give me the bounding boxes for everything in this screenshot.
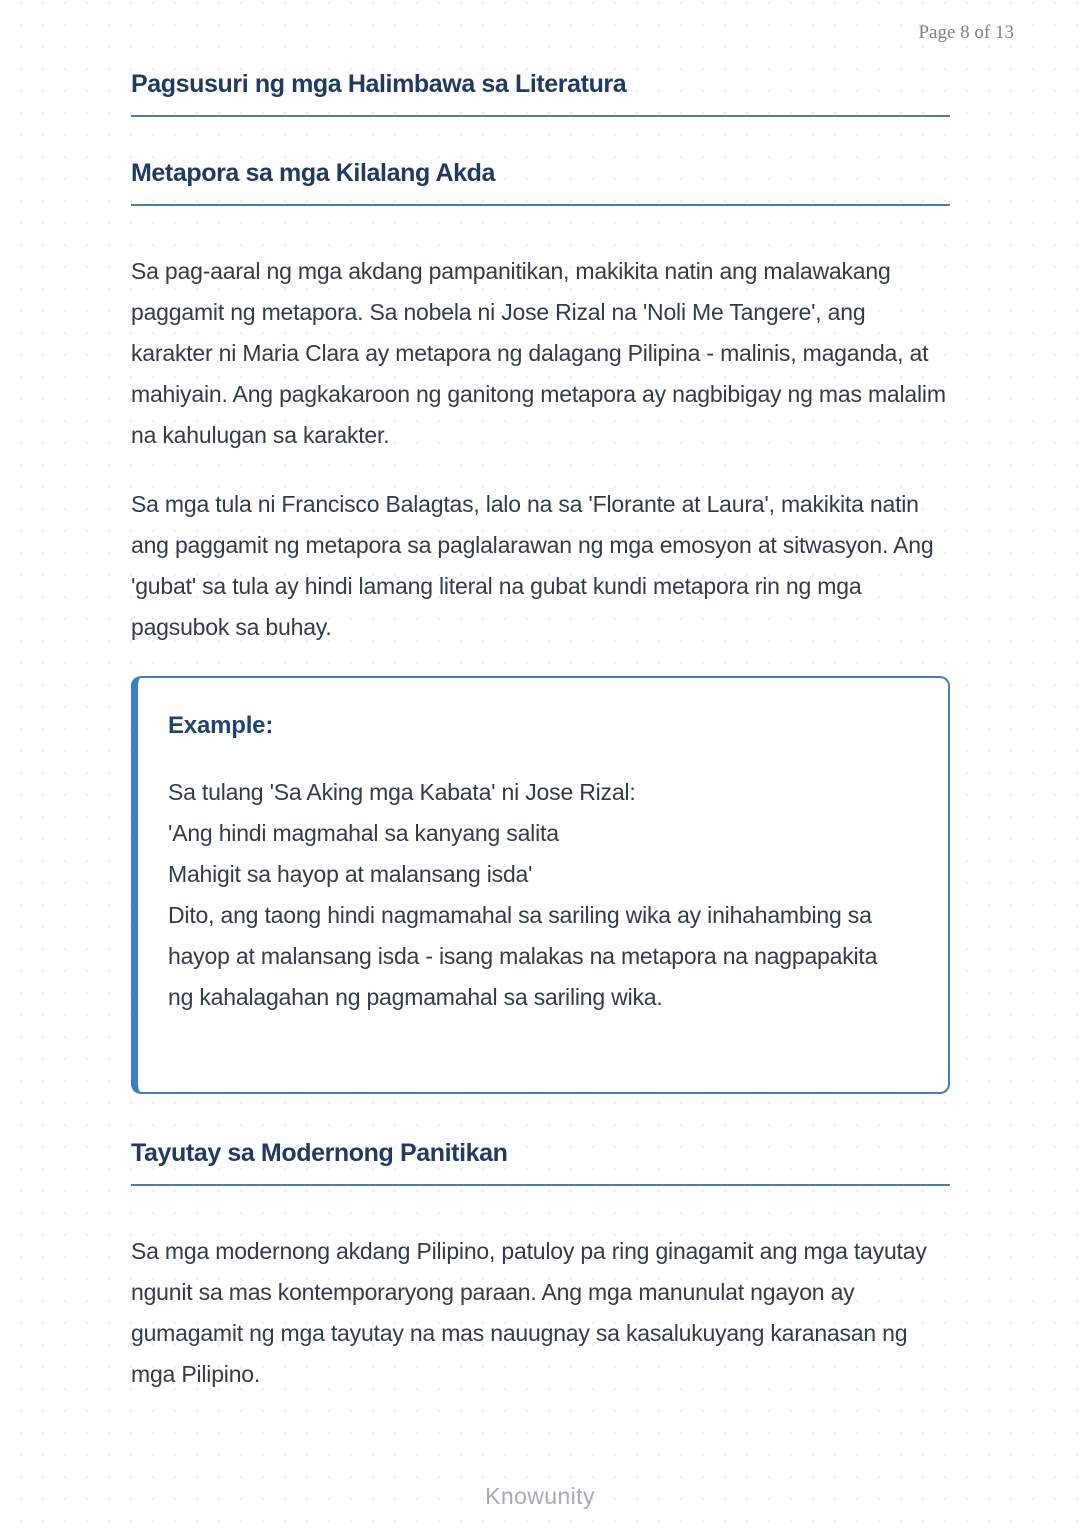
page-indicator: Page 8 of 13 xyxy=(918,22,1014,43)
subsection-title-tayutay: Tayutay sa Modernong Panitikan xyxy=(131,1139,950,1186)
example-box xyxy=(131,676,950,1094)
section-title: Pagsusuri ng mga Halimbawa sa Literatura xyxy=(131,70,950,117)
paragraph-metapora-2: Sa mga tula ni Francisco Balagtas, lalo na sa 'Florante at Laura', makikita natin ang paggamit ng metapora sa paglalarawan ng mga emosyon at sitwasyon. Ang 'gubat' sa tula ay hindi lamang literal na gubat kundi metapora rin ng mga pagsubok sa buhay. xyxy=(131,491,934,640)
example-box-label: Example: xyxy=(168,712,274,739)
quote-line: Mahigit sa hayop at malansang isda' xyxy=(168,861,533,887)
paragraph-metapora-1: Sa pag-aaral ng mga akdang pampanitikan, makikita natin ang malawakang paggamit ng metapora. Sa nobela ni Jose Rizal na 'Noli Me Tangere', ang karakter ni Maria Clara ay metapora ng dalagang Pilipina - malinis, maganda, at mahiyain. Ang pagkakaroon ng ganitong metapora ay nagbibigay ng mas malalim na kahulugan sa karakter. xyxy=(131,258,946,448)
document-content xyxy=(131,70,950,1423)
quote-line: Sa tulang 'Sa Aking mga Kabata' ni Jose Rizal: xyxy=(168,779,636,805)
quote-line: 'Ang hindi magmahal sa kanyang salita xyxy=(168,820,559,846)
example-explanation: Dito, ang taong hindi nagmamahal sa sariling wika ay inihahambing sa hayop at malansang isda - isang malakas na metapora na nagpapakita ng kahalagahan ng pagmamahal sa sariling wika. xyxy=(168,902,878,1010)
paragraph-tayutay-1: Sa mga modernong akdang Pilipino, patuloy pa ring ginagamit ang mga tayutay ngunit sa mas kontemporaryong paraan. Ang mga manunulat ngayon ay gumagamit ng mga tayutay na mas nauugnay sa kasalukuyang karanasan ng mga Pilipino. xyxy=(131,1238,927,1387)
footer-brand: Knowunity xyxy=(485,1483,595,1509)
example-quote xyxy=(168,772,908,895)
subsection-title-metapora: Metapora sa mga Kilalang Akda xyxy=(131,159,950,206)
